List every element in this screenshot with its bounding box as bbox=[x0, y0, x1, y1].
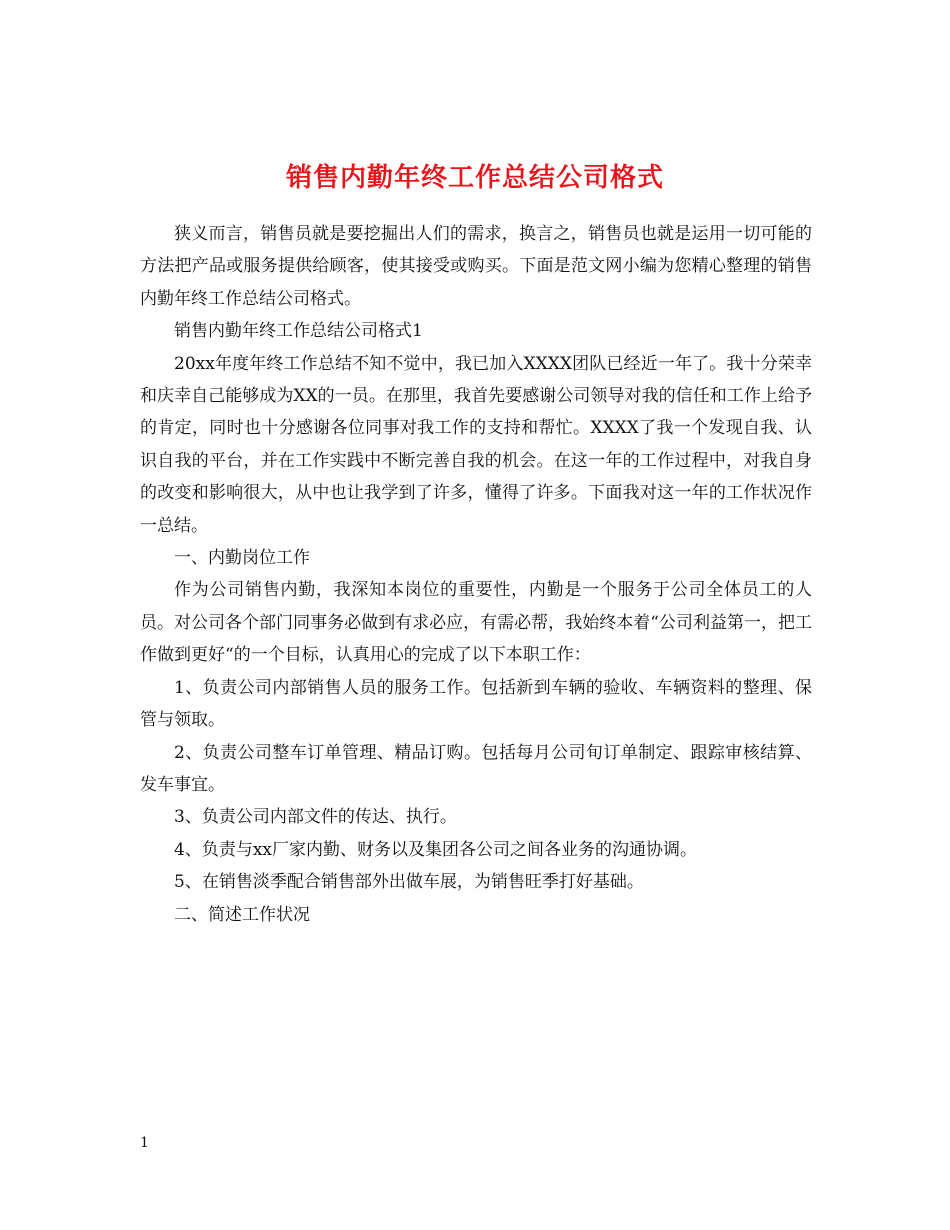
role-paragraph: 作为公司销售内勤，我深知本岗位的重要性，内勤是一个服务于公司全体员工的人员。对公司各个部门同事务必做到有求必应，有需必帮，我始终本着“公司利益第一，把工作做到更好“的一个目标，认真用心的完成了以下本职工作： bbox=[140, 580, 812, 666]
document-body bbox=[140, 218, 812, 931]
document-title: 销售内勤年终工作总结公司格式 bbox=[285, 163, 664, 194]
duty-item-3: 3、负责公司内部文件的传达、执行。 bbox=[174, 807, 457, 828]
duty-item-1: 1、负责公司内部销售人员的服务工作。包括新到车辆的验收、车辆资料的整理、保管与领取。 bbox=[140, 677, 812, 731]
duty-item-5: 5、在销售淡季配合销售部外出做车展，为销售旺季打好基础。 bbox=[174, 872, 644, 893]
section-heading-work-status: 二、简述工作状况 bbox=[174, 904, 310, 925]
summary-paragraph: 20xx年度年终工作总结不知不觉中，我已加入XXXX团队已经近一年了。我十分荣幸和庆幸自己能够成为XX的一员。在那里，我首先要感谢公司领导对我的信任和工作上给予的肯定，同时也十分感谢各位同事对我工作的支持和帮忙。XXXX了我一个发现自我、认识自我的平台，并在工作实践中不断完善自我的机会。在这一年的工作过程中，对我自身的改变和影响很大，从中也让我学到了许多，懂得了许多。下面我对这一年的工作状况作一总结。 bbox=[140, 353, 812, 536]
duty-item-4: 4、负责与xx厂家内勤、财务以及集团各公司之间各业务的沟通协调。 bbox=[174, 839, 697, 860]
section-heading-format-1: 销售内勤年终工作总结公司格式1 bbox=[174, 321, 423, 342]
page-number: 1 bbox=[140, 1135, 149, 1151]
duty-item-2: 2、负责公司整车订单管理、精品订购。包括每月公司旬订单制定、跟踪审核结算、发车事宜。 bbox=[140, 742, 812, 795]
section-heading-office-work: 一、内勤岗位工作 bbox=[174, 548, 310, 569]
intro-paragraph: 狭义而言，销售员就是要挖掘出人们的需求，换言之，销售员也就是运用一切可能的方法把产品或服务提供给顾客，使其接受或购买。下面是范文网小编为您精心整理的销售内勤年终工作总结公司格式。 bbox=[140, 224, 812, 309]
